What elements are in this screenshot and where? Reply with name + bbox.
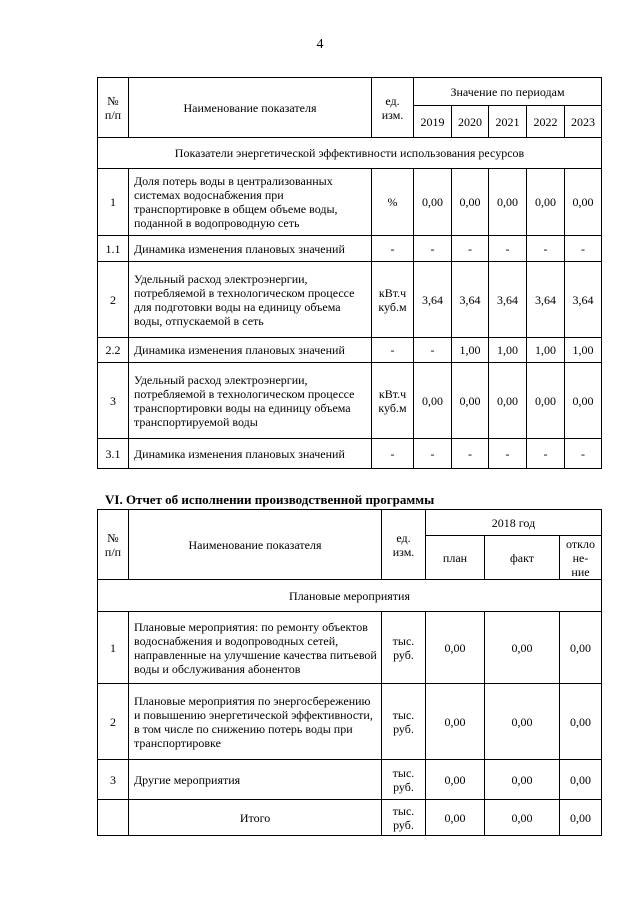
- production-program-table: [97, 509, 602, 836]
- row-value: 0,00: [560, 612, 602, 684]
- table-row: [98, 363, 602, 439]
- header-num: № п/п: [98, 78, 129, 138]
- row-unit: кВт.ч куб.м: [372, 363, 414, 439]
- table-row: [98, 262, 602, 338]
- row-value: -: [527, 236, 565, 262]
- row-num: 1: [98, 169, 129, 236]
- row-value: -: [565, 439, 602, 469]
- table-row: [98, 169, 602, 236]
- row-value: 0,00: [414, 363, 452, 439]
- row-value: 0,00: [560, 760, 602, 800]
- section-title: Плановые мероприятия: [98, 580, 602, 612]
- row-value: -: [527, 439, 565, 469]
- row-unit: -: [372, 338, 414, 363]
- row-value: -: [452, 236, 489, 262]
- row-value: 0,00: [560, 684, 602, 760]
- row-value: 0,00: [527, 363, 565, 439]
- table-row: [98, 612, 602, 684]
- row-name: Удельный расход электроэнергии, потребляемой в технологическом процессе для подготовки воды на единицу объема воды, отпускаемой в сеть: [129, 262, 372, 338]
- row-name: Плановые мероприятия по энергосбережению и повышению энергетической эффективности, в том числе по снижению потерь воды при транспортировке: [129, 684, 382, 760]
- row-value: 0,00: [489, 169, 527, 236]
- row-unit: тыс. руб.: [382, 760, 426, 800]
- row-value: 3,64: [452, 262, 489, 338]
- row-unit: кВт.ч куб.м: [372, 262, 414, 338]
- row-value: 0,00: [485, 684, 560, 760]
- row-value: 0,00: [527, 169, 565, 236]
- row-value: 0,00: [426, 760, 485, 800]
- row-value: 3,64: [414, 262, 452, 338]
- row-unit: -: [372, 439, 414, 469]
- header-year: 2023: [565, 106, 602, 138]
- row-value: -: [414, 338, 452, 363]
- row-value: -: [414, 439, 452, 469]
- table-row: [98, 760, 602, 800]
- row-num: 2.2: [98, 338, 129, 363]
- header-year: 2021: [489, 106, 527, 138]
- row-value: 1,00: [565, 338, 602, 363]
- energy-efficiency-table: [97, 77, 602, 469]
- row-value: 0,00: [485, 612, 560, 684]
- row-value: 0,00: [485, 760, 560, 800]
- row-name: Удельный расход электроэнергии, потребляемой в технологическом процессе транспортировки воды на единицу объема транспортируемой воды: [129, 363, 372, 439]
- row-num: 1.1: [98, 236, 129, 262]
- row-value: -: [565, 236, 602, 262]
- row-value: 3,64: [527, 262, 565, 338]
- row-unit: тыс. руб.: [382, 684, 426, 760]
- row-value: 0,00: [452, 363, 489, 439]
- row-value: 0,00: [489, 363, 527, 439]
- row-unit: тыс. руб.: [382, 612, 426, 684]
- row-num: [98, 800, 129, 836]
- row-name: Плановые мероприятия: по ремонту объектов водоснабжения и водопроводных сетей, направленные на улучшение качества питьевой воды и обслуживания абонентов: [129, 612, 382, 684]
- table-row: [98, 439, 602, 469]
- table-row-total: [98, 800, 602, 836]
- row-value: 0,00: [414, 169, 452, 236]
- header-name: Наименование показателя: [129, 78, 372, 138]
- header-year: 2019: [414, 106, 452, 138]
- header-unit: ед. изм.: [382, 510, 426, 580]
- header-year: 2020: [452, 106, 489, 138]
- section-heading: VI. Отчет об исполнении производственной программы: [105, 492, 435, 507]
- table-row: [98, 338, 602, 363]
- row-name: Другие мероприятия: [129, 760, 382, 800]
- row-name: Динамика изменения плановых значений: [129, 236, 372, 262]
- table-row: [98, 684, 602, 760]
- row-value: 1,00: [489, 338, 527, 363]
- section-title: Показатели энергетической эффективности использования ресурсов: [98, 138, 602, 169]
- row-num: 1: [98, 612, 129, 684]
- row-value: 0,00: [565, 169, 602, 236]
- row-value: 0,00: [426, 612, 485, 684]
- row-value: -: [489, 439, 527, 469]
- row-value: 3,64: [565, 262, 602, 338]
- header-deviation: откло не- ние: [560, 536, 602, 580]
- header-year: 2018 год: [426, 510, 602, 536]
- page-number: 4: [316, 37, 324, 52]
- row-value: -: [489, 236, 527, 262]
- header-plan: план: [426, 536, 485, 580]
- row-value: 0,00: [452, 169, 489, 236]
- row-value: 3,64: [489, 262, 527, 338]
- header-year: 2022: [527, 106, 565, 138]
- row-name: Итого: [129, 800, 382, 836]
- header-num: № п/п: [98, 510, 129, 580]
- row-unit: тыс. руб.: [382, 800, 426, 836]
- row-num: 3.1: [98, 439, 129, 469]
- table-row: [98, 236, 602, 262]
- header-periods: Значение по периодам: [414, 78, 602, 106]
- row-value: 1,00: [452, 338, 489, 363]
- row-num: 3: [98, 760, 129, 800]
- row-num: 2: [98, 262, 129, 338]
- row-value: -: [414, 236, 452, 262]
- row-value: 1,00: [527, 338, 565, 363]
- row-value: 0,00: [560, 800, 602, 836]
- row-name: Динамика изменения плановых значений: [129, 338, 372, 363]
- row-name: Доля потерь воды в централизованных системах водоснабжения при транспортировке в общем объеме воды, поданной в водопроводную сеть: [129, 169, 372, 236]
- row-num: 2: [98, 684, 129, 760]
- row-unit: -: [372, 236, 414, 262]
- row-name: Динамика изменения плановых значений: [129, 439, 372, 469]
- row-num: 3: [98, 363, 129, 439]
- row-value: 0,00: [426, 800, 485, 836]
- header-unit: ед. изм.: [372, 78, 414, 138]
- row-value: 0,00: [565, 363, 602, 439]
- row-unit: %: [372, 169, 414, 236]
- row-value: 0,00: [426, 684, 485, 760]
- row-value: -: [452, 439, 489, 469]
- header-name: Наименование показателя: [129, 510, 382, 580]
- header-fact: факт: [485, 536, 560, 580]
- row-value: 0,00: [485, 800, 560, 836]
